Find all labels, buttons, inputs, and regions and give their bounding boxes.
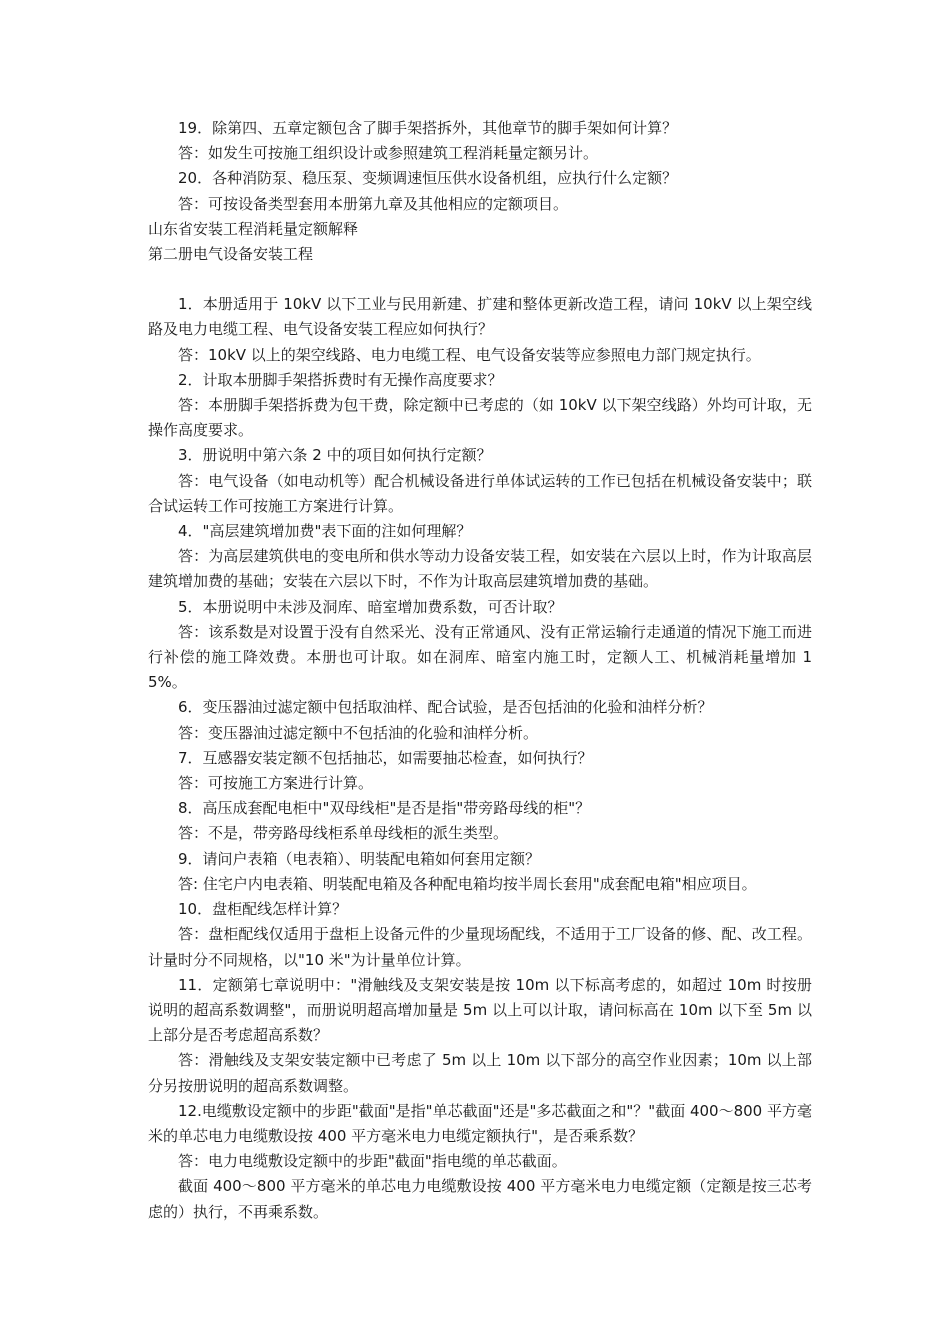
paragraph: 答: 住宅户内电表箱、明装配电箱及各种配电箱均按半周长套用"成套配电箱"相应项目。 xyxy=(178,874,757,893)
paragraph: 7．互感器安装定额不包括抽芯，如需要抽芯检查，如何执行？ xyxy=(178,748,593,767)
paragraph: 答：该系数是对设置于没有自然采光、没有正常通风、没有正常运输行走通道的情况下施工而进行补偿的施工降效费。本册也可计取。如在洞库、暗室内施工时，定额人工、机械消耗量增加 15%。 xyxy=(148,622,812,692)
paragraph: 2．计取本册脚手架搭拆费时有无操作高度要求？ xyxy=(178,370,503,389)
document-content xyxy=(148,116,812,1225)
section-subheading: 第二册电气设备安装工程 xyxy=(148,245,314,264)
paragraph: 8．高压成套配电柜中"双母线柜"是否是指"带旁路母线的柜"？ xyxy=(178,799,591,818)
paragraph: 答：电气设备（如电动机等）配合机械设备进行单体试运转的工作已包括在机械设备安装中；联合试运转工作可按施工方案进行计算。 xyxy=(148,471,812,515)
paragraph: 6．变压器油过滤定额中包括取油样、配合试验，是否包括油的化验和油样分析？ xyxy=(178,698,713,717)
paragraph: 答：为高层建筑供电的变电所和供水等动力设备安装工程，如安装在六层以上时，作为计取高层建筑增加费的基础；安装在六层以下时，不作为计取高层建筑增加费的基础。 xyxy=(148,547,812,591)
paragraph: 11．定额第七章说明中："滑触线及支架安装是按 10m 以下标高考虑的，如超过 10m 时按册说明的超高系数调整"，而册说明超高增加量是 5m 以上可以计取，请问标高在 10m 以下至 5m 以上部分是否考虑超高系数？ xyxy=(148,975,812,1045)
blank-line xyxy=(148,267,812,292)
section-heading: 山东省安装工程消耗量定额解释 xyxy=(148,219,359,238)
paragraph: 4．"高层建筑增加费"表下面的注如何理解？ xyxy=(178,522,472,541)
paragraph: 10．盘柜配线怎样计算？ xyxy=(178,900,348,919)
paragraph: 答：10kV 以上的架空线路、电力电缆工程、电气设备安装等应参照电力部门规定执行。 xyxy=(178,345,761,364)
paragraph: 答：如发生可按施工组织设计或参照建筑工程消耗量定额另计。 xyxy=(178,144,599,163)
paragraph: 答：变压器油过滤定额中不包括油的化验和油样分析。 xyxy=(178,723,539,742)
paragraph: 9．请问户表箱（电表箱）、明装配电箱如何套用定额？ xyxy=(178,849,541,868)
paragraph: 5．本册说明中未涉及洞库、暗室增加费系数，可否计取？ xyxy=(178,597,563,616)
paragraph: 截面 400～800 平方毫米的单芯电力电缆敷设按 400 平方毫米电力电缆定额（定额是按三芯考虑的）执行，不再乘系数。 xyxy=(148,1177,812,1221)
paragraph: 答：不是，带旁路母线柜系单母线柜的派生类型。 xyxy=(178,824,509,843)
paragraph: 19．除第四、五章定额包含了脚手架搭拆外，其他章节的脚手架如何计算？ xyxy=(178,119,678,137)
paragraph: 答：可按施工方案进行计算。 xyxy=(178,774,374,793)
paragraph: 答：电力电缆敷设定额中的步距"截面"指电缆的单芯截面。 xyxy=(178,1152,567,1171)
paragraph: 答：可按设备类型套用本册第九章及其他相应的定额项目。 xyxy=(178,194,569,213)
paragraph: 答：滑触线及支架安装定额中已考虑了 5m 以上 10m 以下部分的高空作业因素；10m 以上部分另按册说明的超高系数调整。 xyxy=(148,1051,812,1095)
paragraph: 20．各种消防泵、稳压泵、变频调速恒压供水设备机组，应执行什么定额？ xyxy=(178,169,678,188)
paragraph: 1．本册适用于 10kV 以下工业与民用新建、扩建和整体更新改造工程，请问 10kV 以上架空线路及电力电缆工程、电气设备安装工程应如何执行？ xyxy=(148,295,812,339)
paragraph: 12.电缆敷设定额中的步距"截面"是指"单芯截面"还是"多芯截面之和"？"截面 400～800 平方毫米的单芯电力电缆敷设按 400 平方毫米电力电缆定额执行"，是否乘系数？ xyxy=(148,1101,812,1145)
paragraph: 答：盘柜配线仅适用于盘柜上设备元件的少量现场配线，不适用于工厂设备的修、配、改工程。计量时分不同规格，以"10 米"为计量单位计算。 xyxy=(148,925,812,969)
paragraph: 3．册说明中第六条 2 中的项目如何执行定额？ xyxy=(178,446,492,465)
paragraph: 答：本册脚手架搭拆费为包干费，除定额中已考虑的（如 10kV 以下架空线路）外均可计取，无操作高度要求。 xyxy=(148,396,812,440)
